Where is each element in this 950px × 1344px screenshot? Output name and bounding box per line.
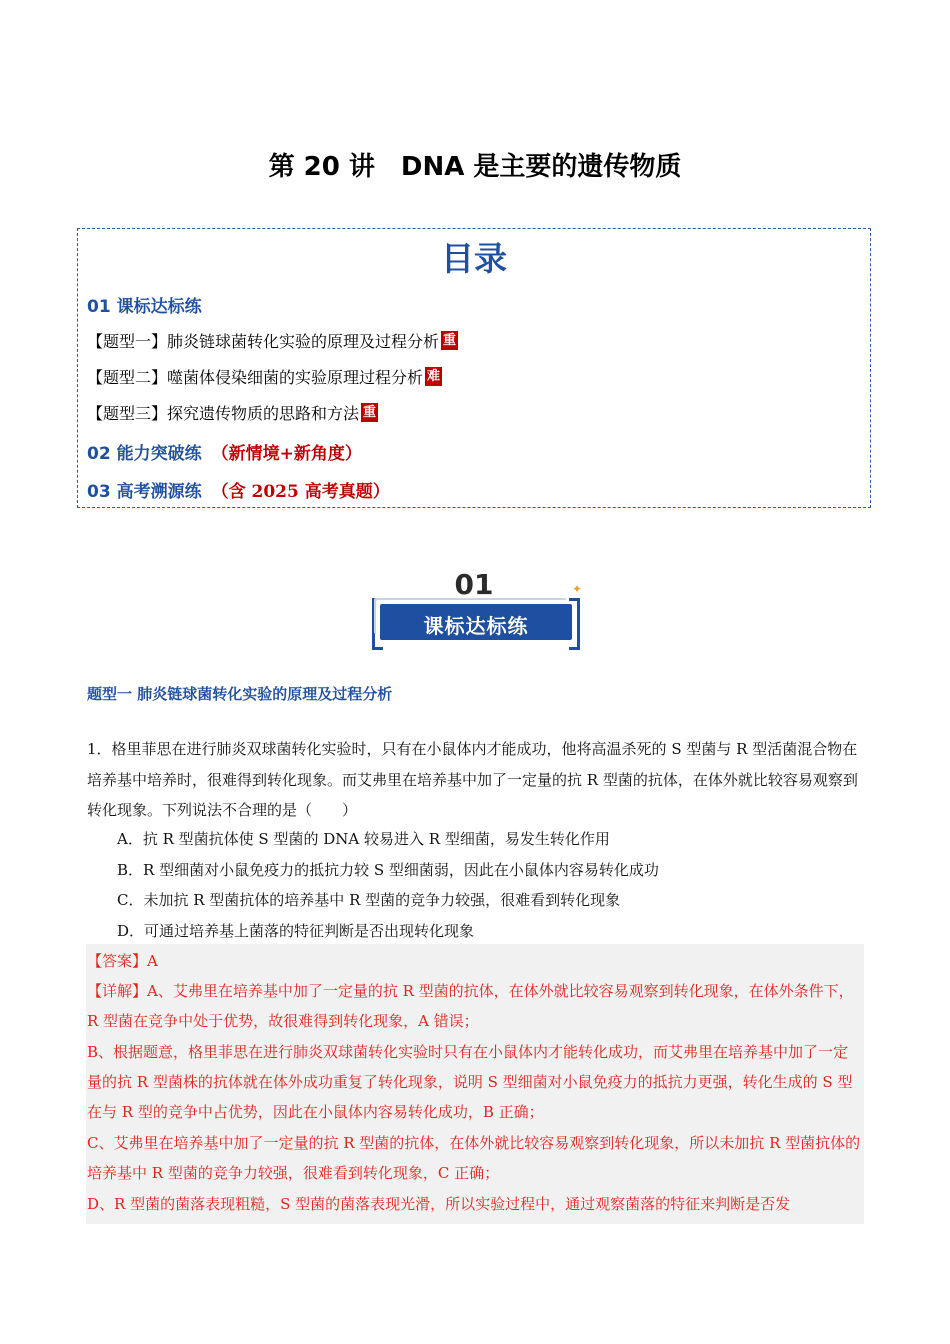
toc-section-label: 01 课标达标练: [87, 297, 202, 317]
toc-item-label: 【题型一】肺炎链球菌转化实验的原理及过程分析: [87, 332, 440, 351]
importance-tag: 重: [443, 333, 457, 348]
banner-label: 课标达标练: [423, 614, 529, 638]
explanation-b: B、根据题意，格里菲思在进行肺炎双球菌转化实验时只有在小鼠体内才能转化成功，而艾弗里在培养基中加了一定量的抗 R 型菌株的抗体就在体外成功重复了转化现象，说明 S 型细菌对小鼠免疫力的抵抗力更强，转化生成的 S 型在与 R 型的竞争中占优势，因此在小鼠体内容易转化成功，B 正确；: [87, 1043, 853, 1121]
option-c: C．未加抗 R 型菌抗体的培养基中 R 型菌的竞争力较强，很难看到转化现象: [117, 891, 621, 909]
option-a: A．抗 R 型菌抗体使 S 型菌的 DNA 较易进入 R 型细菌，易发生转化作用: [117, 830, 610, 848]
toc-item-2[interactable]: [87, 365, 442, 388]
toc-section-2[interactable]: [87, 439, 362, 464]
toc-section-note: （含 2025 高考真题）: [211, 482, 390, 502]
answer-line: 【答案】A: [87, 952, 158, 970]
importance-tag: 重: [363, 405, 377, 420]
option-b: B．R 型细菌对小鼠免疫力的抵抗力较 S 型细菌弱，因此在小鼠体内容易转化成功: [117, 861, 659, 879]
section-heading: 题型一 肺炎链球菌转化实验的原理及过程分析: [87, 685, 393, 703]
table-of-contents: [77, 228, 871, 508]
difficulty-tag: 难: [427, 369, 441, 384]
section-banner: [370, 568, 582, 648]
option-d: D．可通过培养基上菌落的特征判断是否出现转化现象: [117, 922, 475, 940]
toc-section-note: （新情境+新角度）: [211, 444, 362, 464]
sparkle-icon: ✦: [571, 582, 582, 596]
toc-section-label: 03 高考溯源练: [87, 482, 202, 502]
toc-heading: 目录: [441, 239, 507, 278]
banner-number: 01: [454, 568, 494, 601]
toc-section-1[interactable]: [87, 292, 202, 317]
page-title: 第 20 讲 DNA 是主要的遗传物质: [268, 152, 682, 182]
toc-item-label: 【题型二】噬菌体侵染细菌的实验原理过程分析: [87, 368, 424, 387]
explanation-c: C、艾弗里在培养基中加了一定量的抗 R 型菌的抗体，在体外就比较容易观察到转化现象，所以未加抗 R 型菌抗体的培养基中 R 型菌的竞争力较强，很难看到转化现象，C 正确；: [87, 1134, 861, 1182]
toc-item-1[interactable]: [87, 329, 458, 352]
toc-item-label: 【题型三】探究遗传物质的思路和方法: [87, 404, 360, 423]
toc-item-3[interactable]: [87, 401, 378, 424]
explanation-d: D、R 型菌的菌落表现粗糙，S 型菌的菌落表现光滑，所以实验过程中，通过观察菌落的特征来判断是否发: [87, 1195, 791, 1213]
question-stem: 1．格里菲思在进行肺炎双球菌转化实验时，只有在小鼠体内才能成功，他将高温杀死的 S 型菌与 R 型活菌混合物在培养基中培养时，很难得到转化现象。而艾弗里在培养基中加了一定量的抗 R 型菌的抗体，在体外就比较容易观察到转化现象。下列说法不合理的是（ ）: [87, 740, 858, 819]
explanation-a: 【详解】A、艾弗里在培养基中加了一定量的抗 R 型菌的抗体，在体外就比较容易观察到转化现象，在体外条件下，R 型菌在竞争中处于优势，故很难得到转化现象，A 错误；: [87, 982, 854, 1030]
toc-section-label: 02 能力突破练: [87, 444, 202, 464]
toc-section-3[interactable]: [87, 477, 390, 502]
banner-box: [380, 604, 572, 640]
